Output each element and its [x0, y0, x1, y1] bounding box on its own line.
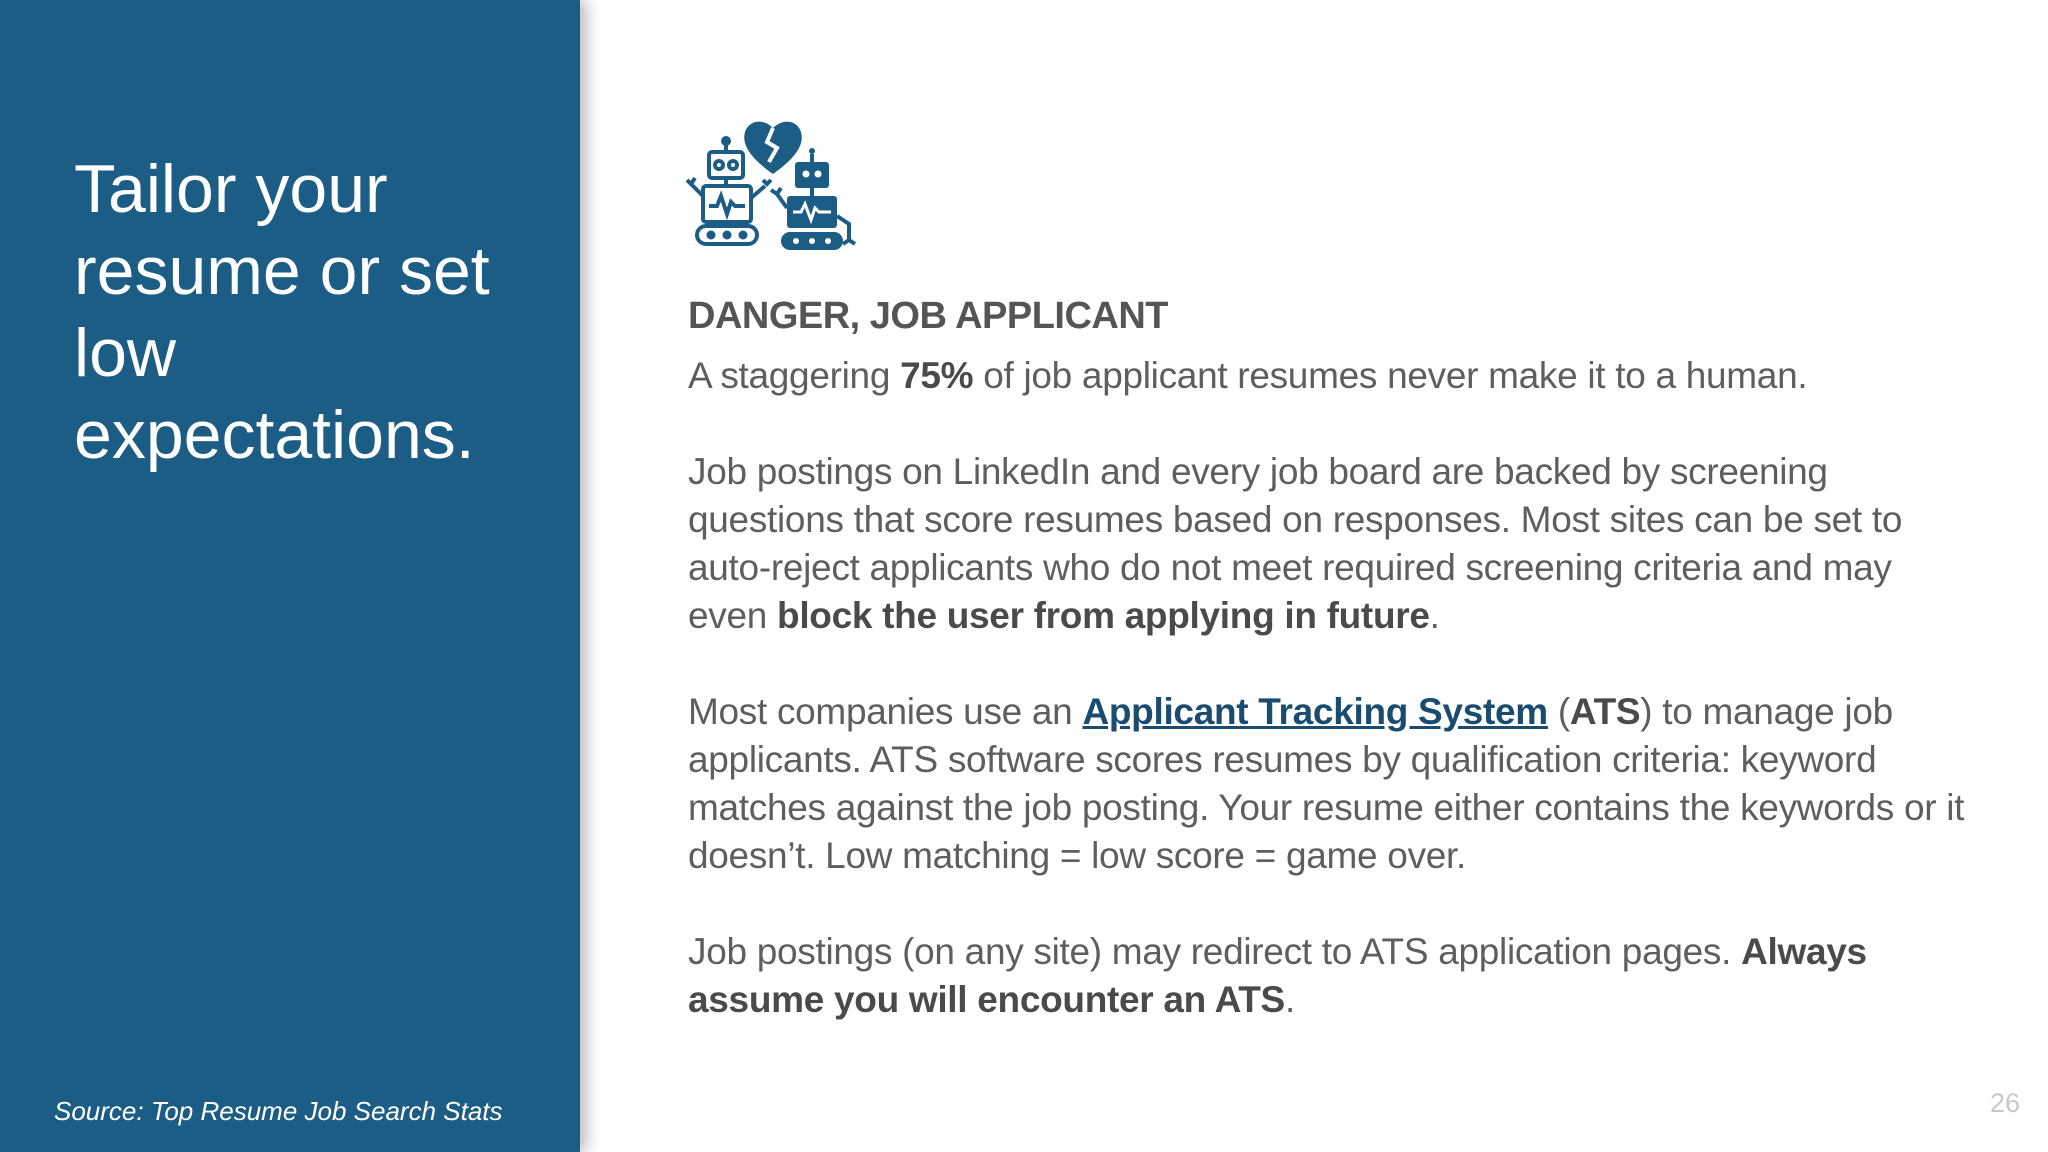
block-warning: block the user from applying in future — [777, 595, 1430, 636]
content-column — [688, 290, 1968, 1024]
paragraph-ats: Most companies use an Applicant Tracking System (ATS) to manage job applicants. ATS software scores resumes by qualification criteria: keyword matches against the job posting. Your resume either contains the keywords or it doesn’t. Low matching = low score = game over. — [688, 691, 1965, 876]
section-heading: DANGER, JOB APPLICANT — [688, 295, 1169, 337]
source-caption: Source: Top Resume Job Search Stats — [54, 1096, 503, 1126]
stat-highlight: 75% — [900, 355, 974, 396]
paragraph-redirect: Job postings (on any site) may redirect to ATS application pages. Always assume you will encounter an ATS. — [688, 931, 1867, 1020]
slide-title: Tailor your resume or set low expectations. — [74, 151, 490, 473]
ats-link[interactable]: Applicant Tracking System — [1082, 691, 1548, 732]
paragraph-screening: Job postings on LinkedIn and every job board are backed by screening questions that score resumes based on responses. Most sites can be set to auto-reject applicants who do not meet required screening criteria and may even block the user from applying in future. — [688, 451, 1903, 636]
ats-warning: Always assume you will encounter an ATS — [688, 931, 1867, 1020]
left-panel — [0, 0, 580, 1152]
paragraph-statistic: A staggering 75% of job applicant resumes never make it to a human. — [688, 355, 1808, 396]
page-number: 26 — [1989, 1088, 2020, 1118]
ats-acronym: ATS — [1569, 691, 1641, 732]
broken-heart-robots-icon — [683, 116, 863, 272]
